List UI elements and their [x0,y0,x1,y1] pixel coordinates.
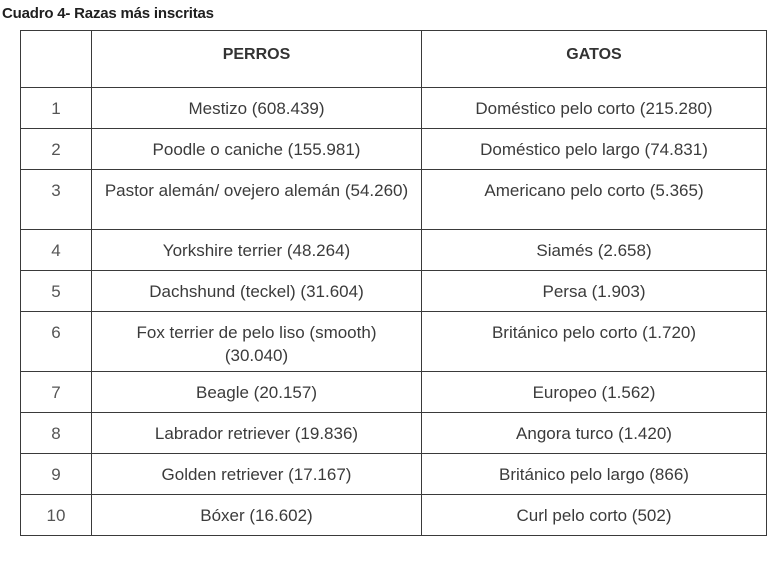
dog-breed-cell: Dachshund (teckel) (31.604) [92,271,422,312]
table-row [21,170,767,230]
table-row [21,230,767,271]
table-row [21,271,767,312]
table-row [21,88,767,129]
dog-breed-cell: Golden retriever (17.167) [92,454,422,495]
cat-breed-cell: Siamés (2.658) [422,230,767,271]
rank-cell: 1 [21,88,92,129]
table-caption: Cuadro 4- Razas más inscritas [2,5,214,22]
header-rank [21,31,92,88]
table-row [21,413,767,454]
dog-breed-cell: Poodle o caniche (155.981) [92,129,422,170]
cat-breed-cell: Curl pelo corto (502) [422,495,767,536]
dog-breed-cell: Labrador retriever (19.836) [92,413,422,454]
rank-cell: 5 [21,271,92,312]
cat-breed-cell: Doméstico pelo largo (74.831) [422,129,767,170]
rank-cell: 3 [21,170,92,230]
table-row [21,129,767,170]
header-cats: GATOS [422,31,767,88]
rank-cell: 10 [21,495,92,536]
rank-cell: 4 [21,230,92,271]
rank-cell: 9 [21,454,92,495]
dog-breed-cell: Fox terrier de pelo liso (smooth) (30.040) [92,312,422,372]
table-row [21,372,767,413]
table-header-row [21,31,767,88]
cat-breed-cell: Doméstico pelo corto (215.280) [422,88,767,129]
table-row [21,312,767,372]
rank-cell: 6 [21,312,92,372]
dog-breed-cell: Yorkshire terrier (48.264) [92,230,422,271]
cat-breed-cell: Angora turco (1.420) [422,413,767,454]
cat-breed-cell: Europeo (1.562) [422,372,767,413]
cat-breed-cell: Persa (1.903) [422,271,767,312]
breeds-table [20,30,767,536]
table-row [21,454,767,495]
rank-cell: 8 [21,413,92,454]
header-dogs: PERROS [92,31,422,88]
dog-breed-cell: Bóxer (16.602) [92,495,422,536]
rank-cell: 7 [21,372,92,413]
cat-breed-cell: Británico pelo corto (1.720) [422,312,767,372]
cat-breed-cell: Americano pelo corto (5.365) [422,170,767,230]
dog-breed-cell: Beagle (20.157) [92,372,422,413]
dog-breed-cell: Mestizo (608.439) [92,88,422,129]
table-row [21,495,767,536]
dog-breed-cell: Pastor alemán/ ovejero alemán (54.260) [92,170,422,230]
rank-cell: 2 [21,129,92,170]
cat-breed-cell: Británico pelo largo (866) [422,454,767,495]
